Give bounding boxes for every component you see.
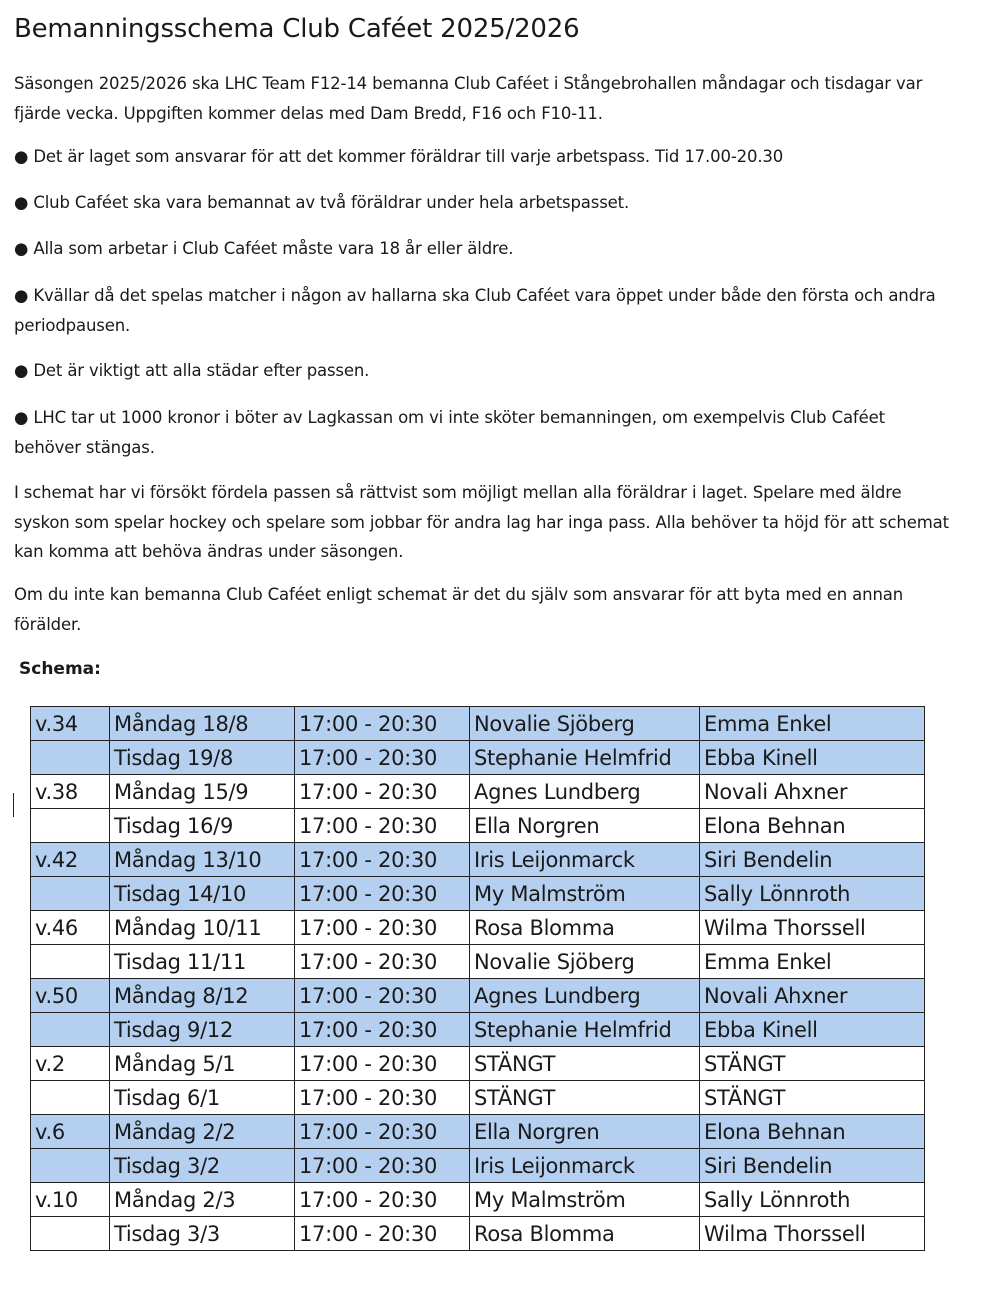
week-cell — [31, 1013, 110, 1047]
table-row — [31, 707, 925, 741]
time-cell: 17:00 - 20:30 — [295, 945, 470, 979]
day-cell: Tisdag 9/12 — [110, 1013, 295, 1047]
week-cell — [31, 1081, 110, 1115]
bullet-item: ● Kvällar då det spelas matcher i någon av hallarna ska Club Caféet vara öppet under både den första och andra periodpausen. — [14, 286, 936, 335]
table-row — [31, 877, 925, 911]
swap-paragraph: Om du inte kan bemanna Club Caféet enligt schemat är det du själv som ansvarar för att byta med en annan förälder. — [14, 585, 904, 634]
day-cell: Tisdag 6/1 — [110, 1081, 295, 1115]
parent1-cell: Iris Leijonmarck — [470, 1149, 700, 1183]
parent1-cell: STÄNGT — [470, 1081, 700, 1115]
parent1-cell: Rosa Blomma — [470, 1217, 700, 1251]
parent1-cell: My Malmström — [470, 877, 700, 911]
parent1-cell: Stephanie Helmfrid — [470, 1013, 700, 1047]
intro-paragraph: Säsongen 2025/2026 ska LHC Team F12-14 bemanna Club Caféet i Stångebrohallen måndagar och tisdagar var fjärde vecka. Uppgiften kommer delas med Dam Bredd, F16 och F10-11. — [14, 74, 923, 123]
parent2-cell: Ebba Kinell — [700, 741, 925, 775]
week-cell — [31, 877, 110, 911]
week-cell — [31, 741, 110, 775]
parent1-cell: Ella Norgren — [470, 809, 700, 843]
week-cell — [31, 1149, 110, 1183]
parent2-cell: Wilma Thorssell — [700, 1217, 925, 1251]
bullet-item: ● Det är laget som ansvarar för att det kommer föräldrar till varje arbetspass. Tid 17.00-20.30 — [14, 147, 784, 166]
parent1-cell: Agnes Lundberg — [470, 775, 700, 809]
table-row — [31, 1183, 925, 1217]
day-cell: Måndag 2/3 — [110, 1183, 295, 1217]
bullet-item: ● LHC tar ut 1000 kronor i böter av Lagkassan om vi inte sköter bemanningen, om exempelvis Club Caféet behöver stängas. — [14, 408, 885, 457]
time-cell: 17:00 - 20:30 — [295, 707, 470, 741]
parent2-cell: Novali Ahxner — [700, 979, 925, 1013]
fairness-paragraph: I schemat har vi försökt fördela passen så rättvist som möjligt mellan alla föräldrar i laget. Spelare med äldre syskon som spelar hockey och spelare som jobbar för andra lag har inga pass. Alla behöver ta höjd för att schemat kan komma att behöva ändras under säsongen. — [14, 483, 949, 561]
day-cell: Måndag 13/10 — [110, 843, 295, 877]
parent1-cell: My Malmström — [470, 1183, 700, 1217]
schema-label: Schema: — [19, 659, 101, 679]
parent1-cell: Ella Norgren — [470, 1115, 700, 1149]
parent1-cell: Novalie Sjöberg — [470, 945, 700, 979]
parent2-cell: Sally Lönnroth — [700, 1183, 925, 1217]
table-row — [31, 1115, 925, 1149]
bullet-item: ● Club Caféet ska vara bemannat av två föräldrar under hela arbetspasset. — [14, 193, 630, 212]
day-cell: Måndag 10/11 — [110, 911, 295, 945]
schedule-table — [30, 706, 925, 1251]
schedule-body — [31, 707, 925, 1251]
time-cell: 17:00 - 20:30 — [295, 843, 470, 877]
text-cursor — [13, 793, 14, 817]
table-row — [31, 1013, 925, 1047]
parent2-cell: Ebba Kinell — [700, 1013, 925, 1047]
parent2-cell: Siri Bendelin — [700, 1149, 925, 1183]
day-cell: Måndag 15/9 — [110, 775, 295, 809]
day-cell: Måndag 5/1 — [110, 1047, 295, 1081]
table-row — [31, 1081, 925, 1115]
parent2-cell: STÄNGT — [700, 1081, 925, 1115]
week-cell — [31, 809, 110, 843]
parent2-cell: Siri Bendelin — [700, 843, 925, 877]
parent2-cell: STÄNGT — [700, 1047, 925, 1081]
time-cell: 17:00 - 20:30 — [295, 1149, 470, 1183]
day-cell: Tisdag 16/9 — [110, 809, 295, 843]
week-cell: v.2 — [31, 1047, 110, 1081]
day-cell: Måndag 18/8 — [110, 707, 295, 741]
parent2-cell: Wilma Thorssell — [700, 911, 925, 945]
table-row — [31, 979, 925, 1013]
table-row — [31, 945, 925, 979]
week-cell: v.38 — [31, 775, 110, 809]
table-row — [31, 1217, 925, 1251]
parent2-cell: Emma Enkel — [700, 707, 925, 741]
parent1-cell: Agnes Lundberg — [470, 979, 700, 1013]
week-cell: v.34 — [31, 707, 110, 741]
parent1-cell: STÄNGT — [470, 1047, 700, 1081]
bullet-item: ● Det är viktigt att alla städar efter passen. — [14, 361, 370, 380]
week-cell: v.42 — [31, 843, 110, 877]
table-row — [31, 911, 925, 945]
time-cell: 17:00 - 20:30 — [295, 1013, 470, 1047]
time-cell: 17:00 - 20:30 — [295, 809, 470, 843]
time-cell: 17:00 - 20:30 — [295, 877, 470, 911]
time-cell: 17:00 - 20:30 — [295, 911, 470, 945]
table-row — [31, 1047, 925, 1081]
day-cell: Tisdag 19/8 — [110, 741, 295, 775]
day-cell: Tisdag 14/10 — [110, 877, 295, 911]
time-cell: 17:00 - 20:30 — [295, 979, 470, 1013]
time-cell: 17:00 - 20:30 — [295, 775, 470, 809]
table-row — [31, 1149, 925, 1183]
week-cell: v.50 — [31, 979, 110, 1013]
parent2-cell: Elona Behnan — [700, 809, 925, 843]
bullet-item: ● Alla som arbetar i Club Caféet måste vara 18 år eller äldre. — [14, 239, 514, 258]
time-cell: 17:00 - 20:30 — [295, 1183, 470, 1217]
table-row — [31, 741, 925, 775]
parent2-cell: Elona Behnan — [700, 1115, 925, 1149]
time-cell: 17:00 - 20:30 — [295, 741, 470, 775]
parent1-cell: Iris Leijonmarck — [470, 843, 700, 877]
day-cell: Tisdag 3/2 — [110, 1149, 295, 1183]
day-cell: Måndag 8/12 — [110, 979, 295, 1013]
time-cell: 17:00 - 20:30 — [295, 1115, 470, 1149]
day-cell: Tisdag 3/3 — [110, 1217, 295, 1251]
week-cell: v.6 — [31, 1115, 110, 1149]
parent1-cell: Stephanie Helmfrid — [470, 741, 700, 775]
parent1-cell: Novalie Sjöberg — [470, 707, 700, 741]
week-cell — [31, 945, 110, 979]
time-cell: 17:00 - 20:30 — [295, 1217, 470, 1251]
page-title: Bemanningsschema Club Caféet 2025/2026 — [14, 14, 580, 44]
time-cell: 17:00 - 20:30 — [295, 1047, 470, 1081]
time-cell: 17:00 - 20:30 — [295, 1081, 470, 1115]
day-cell: Tisdag 11/11 — [110, 945, 295, 979]
parent2-cell: Emma Enkel — [700, 945, 925, 979]
parent2-cell: Sally Lönnroth — [700, 877, 925, 911]
day-cell: Måndag 2/2 — [110, 1115, 295, 1149]
week-cell — [31, 1217, 110, 1251]
parent2-cell: Novali Ahxner — [700, 775, 925, 809]
table-row — [31, 843, 925, 877]
week-cell: v.10 — [31, 1183, 110, 1217]
week-cell: v.46 — [31, 911, 110, 945]
table-row — [31, 809, 925, 843]
parent1-cell: Rosa Blomma — [470, 911, 700, 945]
table-row — [31, 775, 925, 809]
